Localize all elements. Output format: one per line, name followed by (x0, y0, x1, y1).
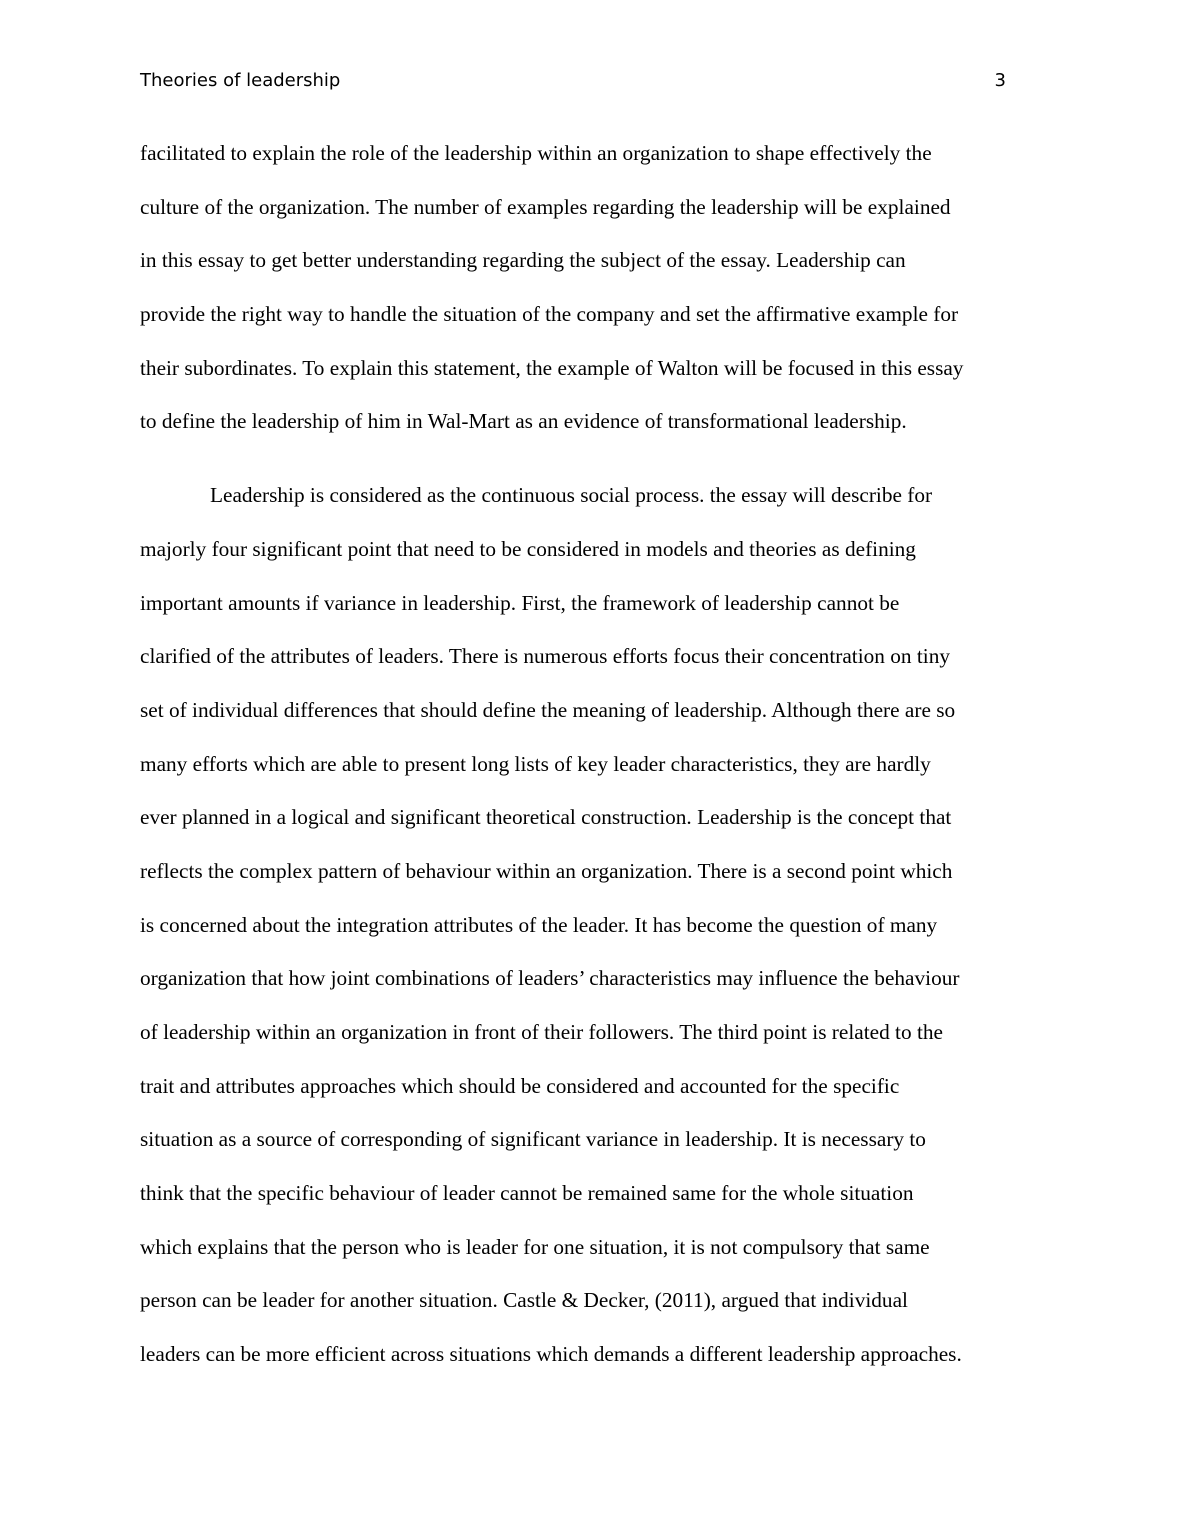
text-line: important amounts if variance in leadership. First, the framework of leadership cannot be (140, 590, 900, 615)
text-line: leaders can be more efficient across situations which demands a different leadership approaches. (140, 1342, 962, 1367)
text-line: provide the right way to handle the situation of the company and set the affirmative example for (140, 302, 959, 327)
text-line: majorly four significant point that need to be considered in models and theories as defining (140, 536, 916, 561)
text-line: which explains that the person who is leader for one situation, it is not compulsory that same (140, 1234, 930, 1259)
text-line: person can be leader for another situation. Castle & Decker, (2011), argued that individual (140, 1288, 908, 1313)
page-header (140, 70, 1006, 98)
text-line: situation as a source of corresponding of significant variance in leadership. It is necessary to (140, 1127, 926, 1152)
text-line: set of individual differences that should define the meaning of leadership. Although there are so (140, 697, 956, 722)
text-line: organization that how joint combinations of leaders’ characteristics may influence the behaviour (140, 966, 960, 991)
text-line: clarified of the attributes of leaders. There is numerous efforts focus their concentration on tiny (140, 644, 950, 669)
paragraph-spacing (140, 449, 1050, 469)
text-line: culture of the organization. The number of examples regarding the leadership will be explained (140, 194, 951, 219)
text-line: is concerned about the integration attributes of the leader. It has become the question of many (140, 912, 938, 937)
paragraph-1 (140, 127, 1050, 449)
text-line: ever planned in a logical and significant theoretical construction. Leadership is the concept that (140, 805, 952, 830)
text-line: many efforts which are able to present long lists of key leader characteristics, they are hardly (140, 751, 931, 776)
text-line: to define the leadership of him in Wal-Mart as an evidence of transformational leadership. (140, 409, 907, 434)
text-line: reflects the complex pattern of behaviour within an organization. There is a second point which (140, 858, 953, 883)
text-line: their subordinates. To explain this statement, the example of Walton will be focused in this essay (140, 355, 964, 380)
text-line: of leadership within an organization in front of their followers. The third point is related to the (140, 1020, 943, 1044)
text-line: Leadership is considered as the continuous social process. the essay will describe for (210, 483, 933, 508)
page-number: 3 (994, 70, 1006, 91)
document-body (140, 127, 1050, 1382)
text-line: think that the specific behaviour of leader cannot be remained same for the whole situation (140, 1181, 914, 1206)
text-line: facilitated to explain the role of the leadership within an organization to shape effectively the (140, 141, 932, 165)
paragraph-2 (140, 469, 1050, 1382)
running-head-title: Theories of leadership (140, 70, 341, 91)
text-line: in this essay to get better understanding regarding the subject of the essay. Leadership can (140, 248, 906, 273)
text-line: trait and attributes approaches which should be considered and accounted for the specific (140, 1073, 900, 1098)
